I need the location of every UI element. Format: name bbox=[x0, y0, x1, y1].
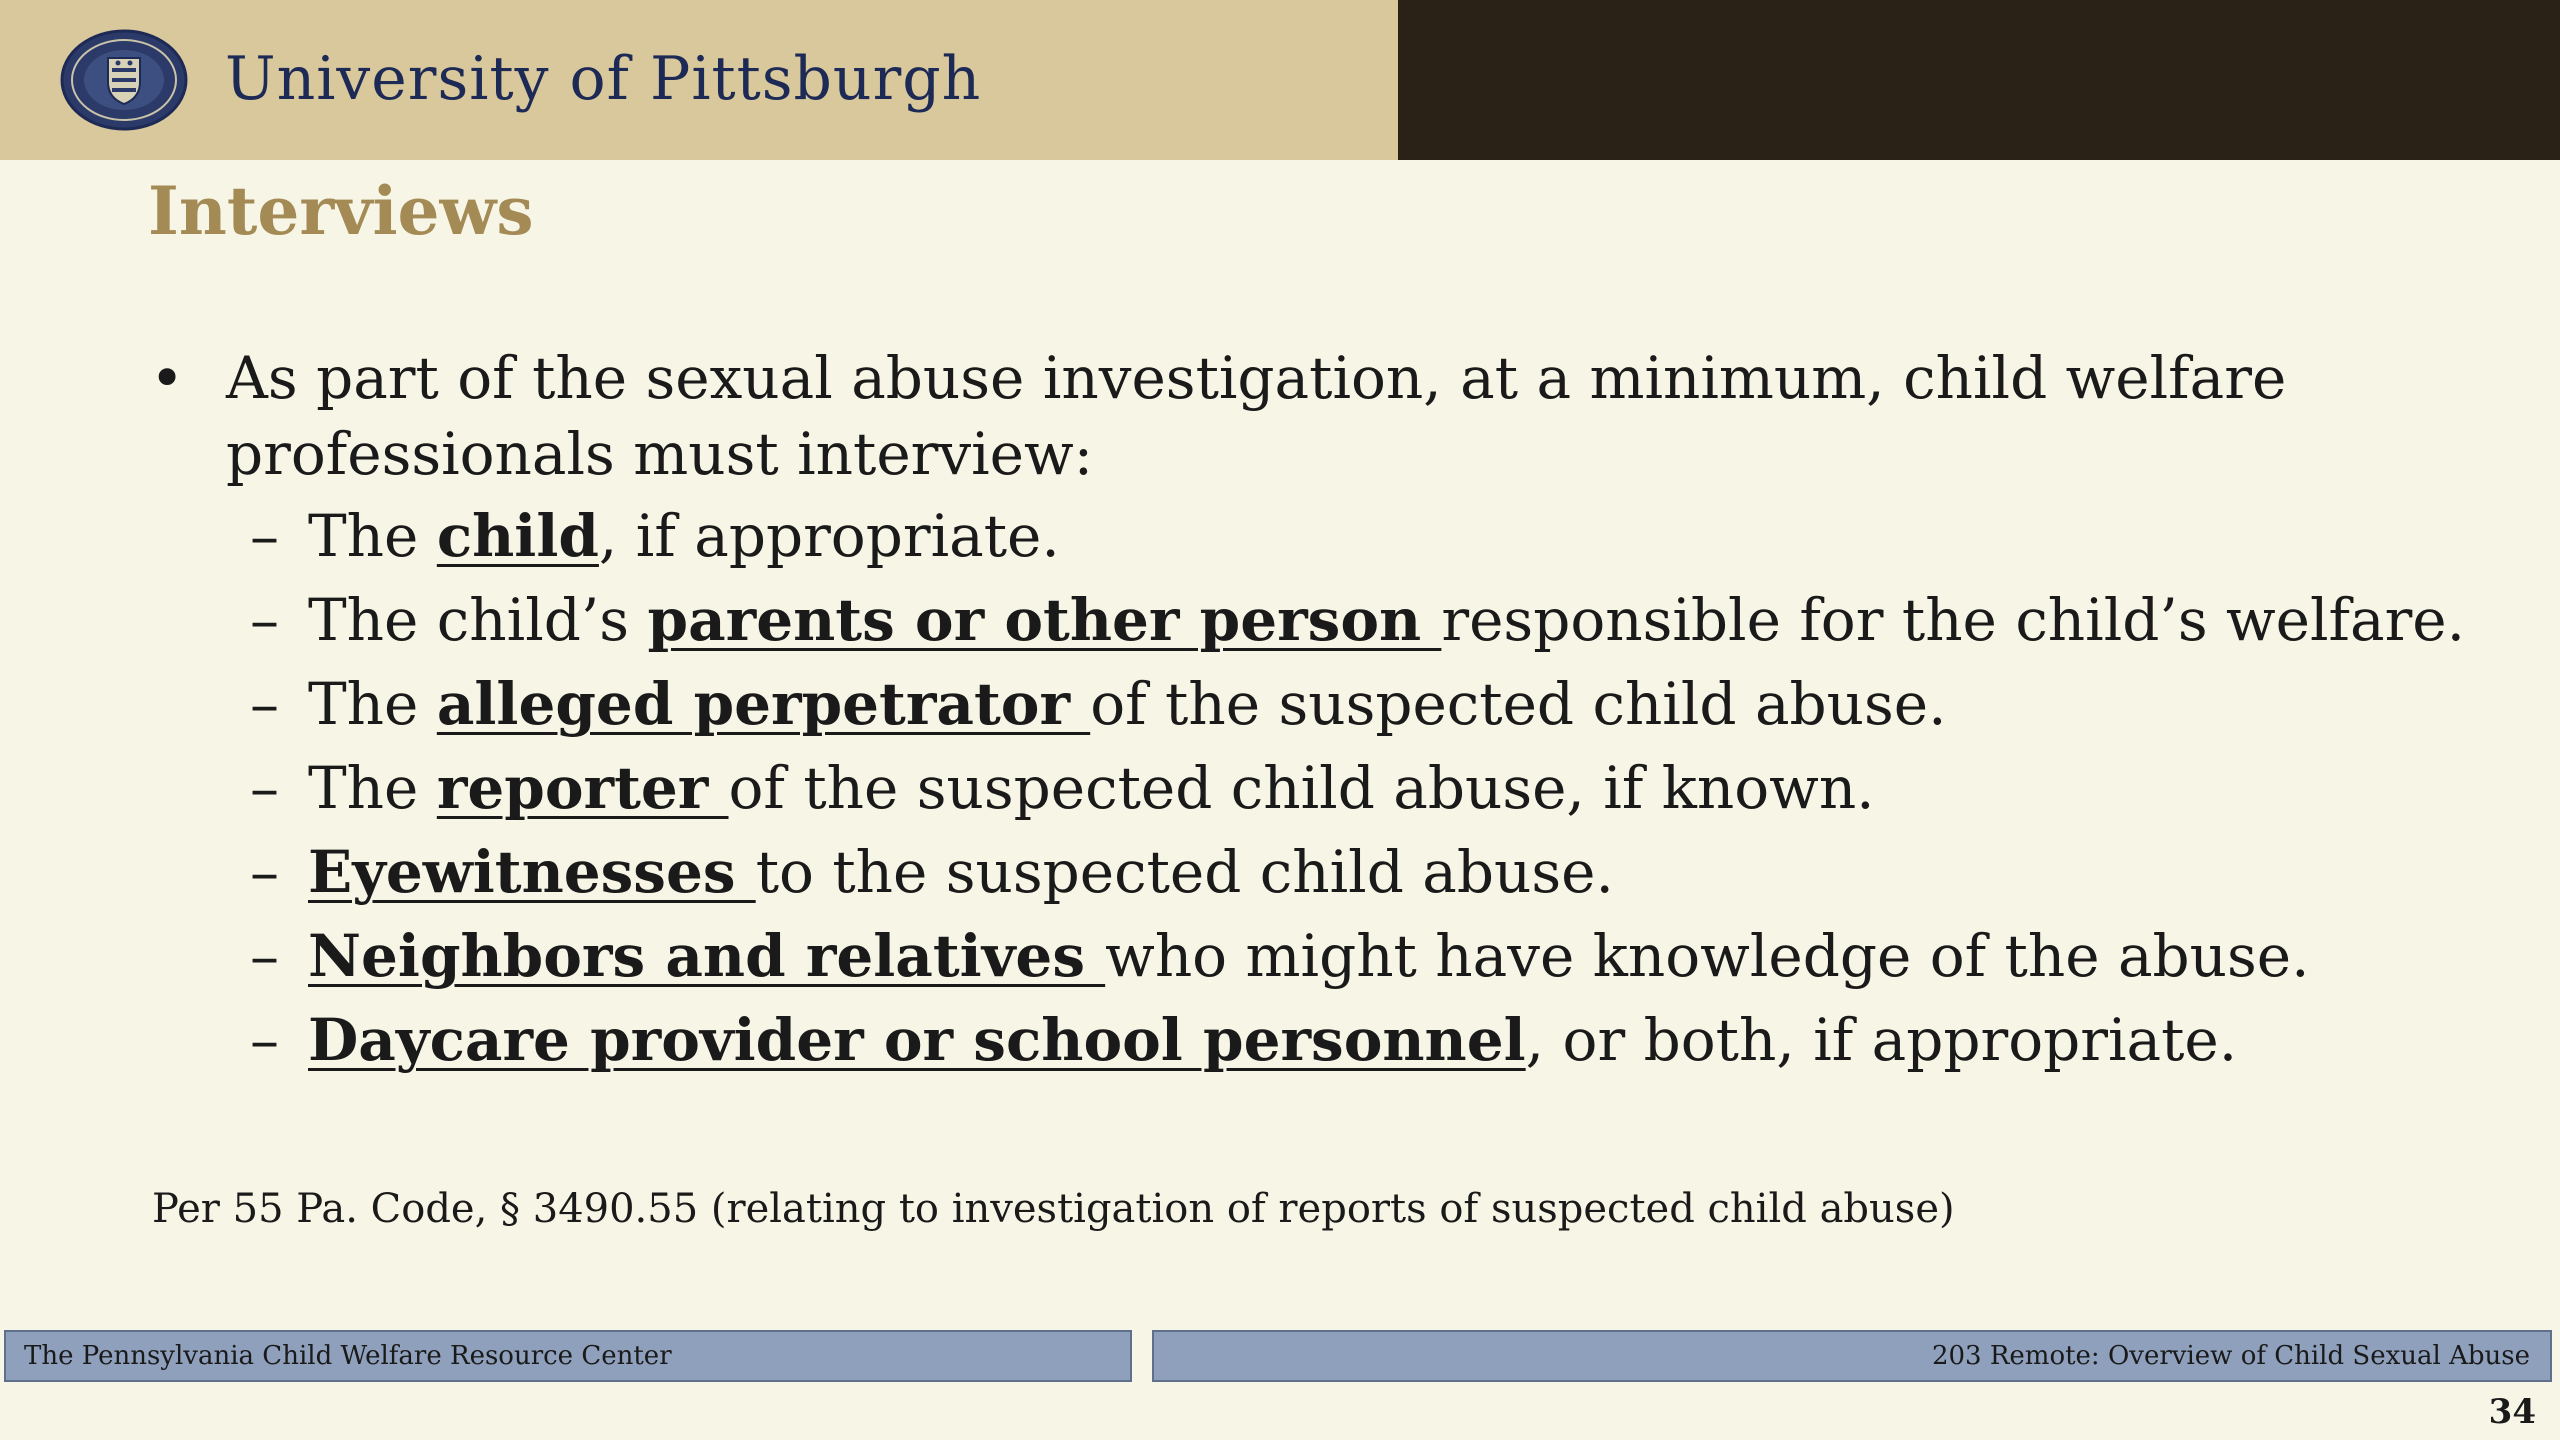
citation-text: Per 55 Pa. Code, § 3490.55 (relating to investigation of reports of suspected child abuse) bbox=[152, 1186, 1955, 1232]
sub-bullet-item bbox=[250, 494, 2450, 578]
item-text: , or both, if appropriate. bbox=[1525, 1006, 2238, 1074]
dash-icon: – bbox=[250, 922, 279, 990]
sub-bullet-item bbox=[250, 914, 2450, 998]
page-number: 34 bbox=[2488, 1392, 2536, 1432]
item-text: who might have knowledge of the abuse. bbox=[1105, 922, 2310, 990]
dash-icon: – bbox=[250, 586, 279, 654]
item-text: The bbox=[308, 754, 437, 822]
item-text: , if appropriate. bbox=[598, 502, 1060, 570]
item-emphasis: parents or other person bbox=[647, 586, 1442, 654]
footer-organization: The Pennsylvania Child Welfare Resource Center bbox=[4, 1330, 1132, 1382]
item-text: The bbox=[308, 502, 437, 570]
footer-course-title: 203 Remote: Overview of Child Sexual Abuse bbox=[1152, 1330, 2552, 1382]
school-banner bbox=[1398, 0, 2560, 160]
main-bullet-text: As part of the sexual abuse investigation, at a minimum, child welfare professionals must interview: bbox=[226, 344, 2287, 488]
sub-bullet-item bbox=[250, 578, 2466, 662]
university-seal-icon bbox=[58, 28, 190, 132]
item-text: The child’s bbox=[308, 586, 648, 654]
dash-icon: – bbox=[250, 670, 279, 738]
main-bullet bbox=[150, 340, 2450, 492]
dash-icon: – bbox=[250, 502, 279, 570]
item-emphasis: Daycare provider or school personnel bbox=[308, 1006, 1526, 1074]
sub-bullet-item bbox=[250, 662, 2450, 746]
university-banner bbox=[0, 0, 1398, 160]
sub-bullet-item bbox=[250, 998, 2450, 1082]
bullet-icon: • bbox=[150, 344, 185, 412]
slide-title: Interviews bbox=[148, 172, 534, 250]
sub-bullet-list bbox=[150, 494, 2466, 1082]
item-text: responsible for the child’s welfare. bbox=[1441, 586, 2466, 654]
item-emphasis: alleged perpetrator bbox=[436, 670, 1091, 738]
dash-icon: – bbox=[250, 838, 279, 906]
item-text: of the suspected child abuse. bbox=[1090, 670, 1947, 738]
sub-bullet-item bbox=[250, 746, 2450, 830]
dash-icon: – bbox=[250, 754, 279, 822]
item-emphasis: reporter bbox=[436, 754, 729, 822]
slide-header bbox=[0, 0, 2560, 160]
sub-bullet-item bbox=[250, 830, 2450, 914]
university-name: University of Pittsburgh bbox=[225, 44, 982, 114]
item-text: to the suspected child abuse. bbox=[755, 838, 1614, 906]
slide-body bbox=[150, 340, 2466, 1082]
item-emphasis: child bbox=[436, 502, 599, 570]
item-emphasis: Eyewitnesses bbox=[308, 838, 756, 906]
item-emphasis: Neighbors and relatives bbox=[308, 922, 1106, 990]
dash-icon: – bbox=[250, 1006, 279, 1074]
item-text: of the suspected child abuse, if known. bbox=[728, 754, 1875, 822]
item-text: The bbox=[308, 670, 437, 738]
